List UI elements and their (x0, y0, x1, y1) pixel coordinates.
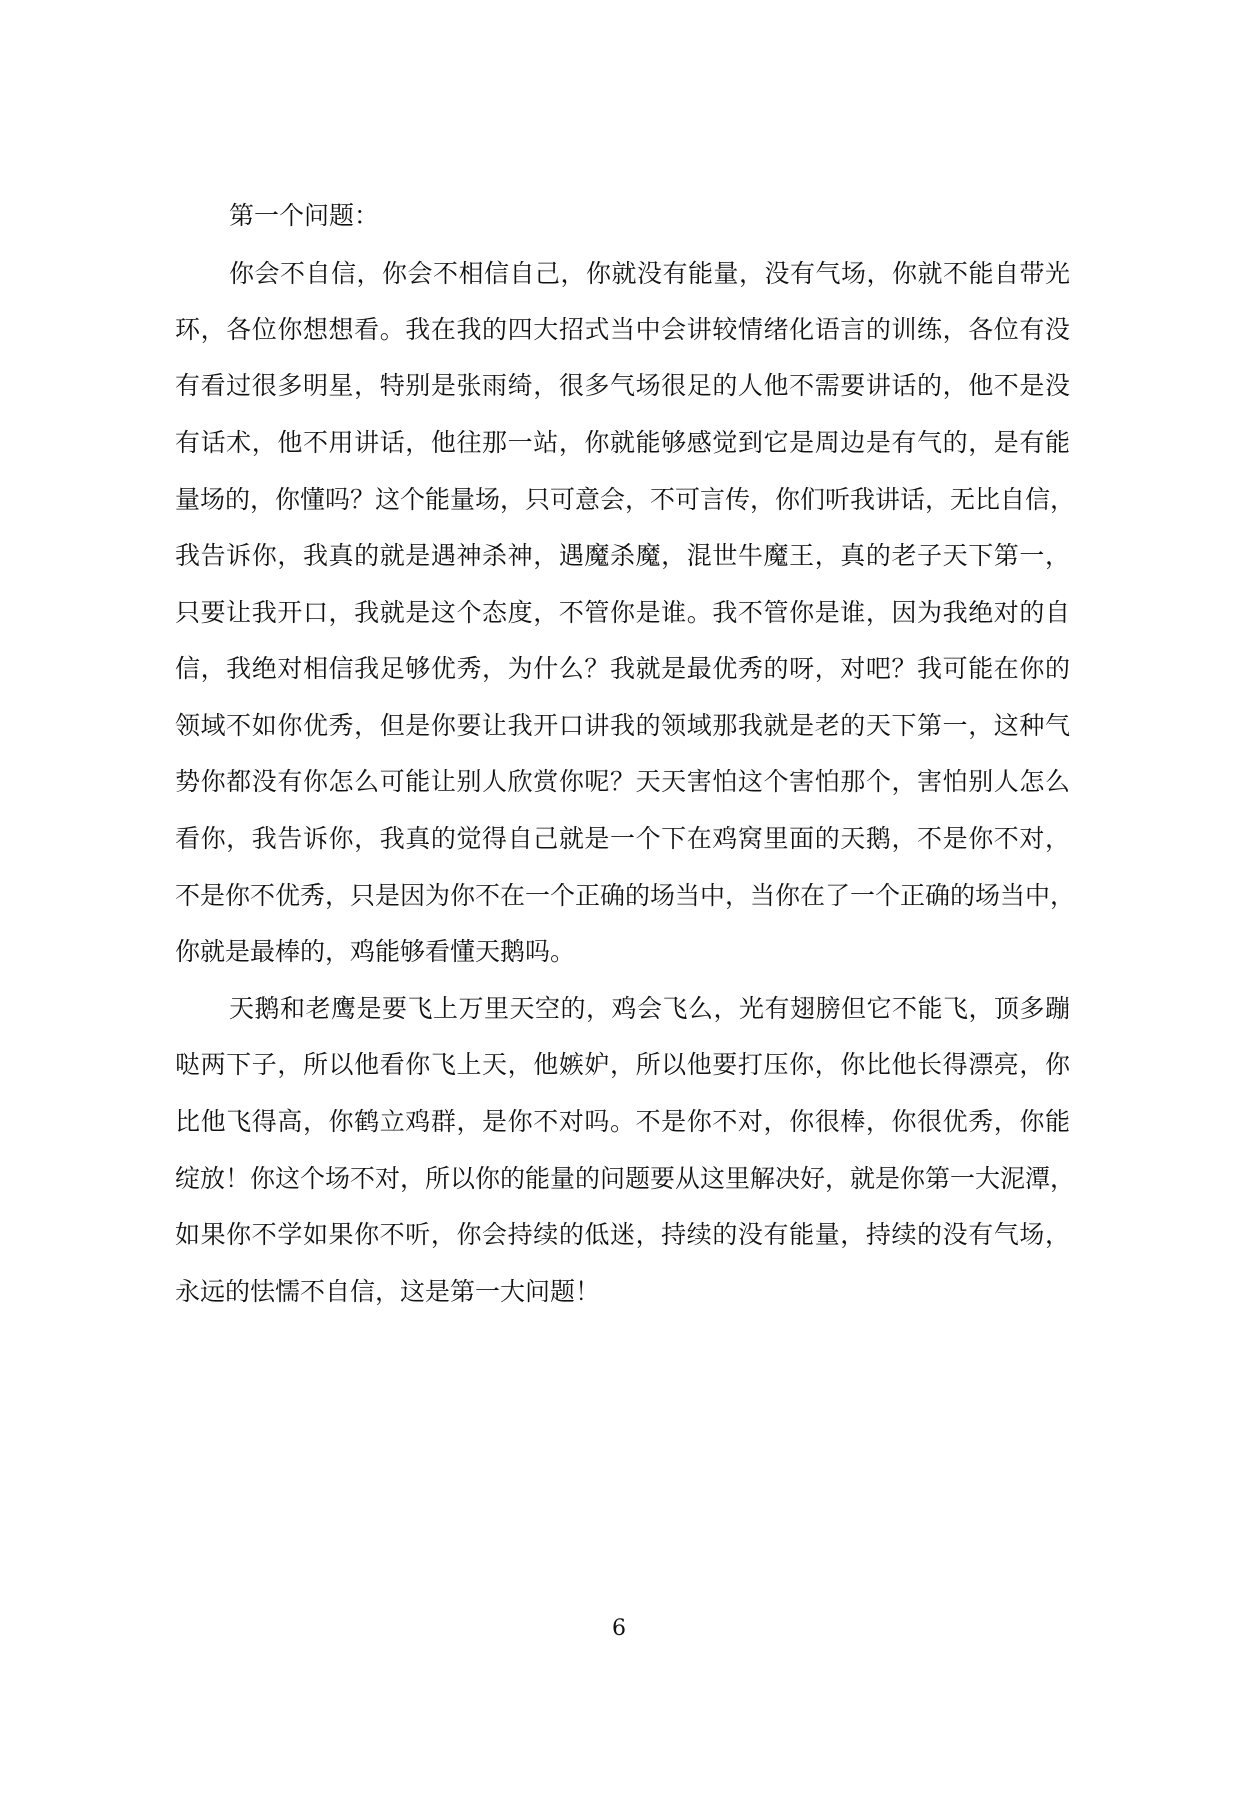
paragraph-line: 环，各位你想想看。我在我的四大招式当中会讲较情绪化语言的训练，各位有没 (175, 315, 1070, 344)
paragraph-line: 天鹅和老鹰是要飞上万里天空的，鸡会飞么，光有翅膀但它不能飞，顶多蹦 (229, 994, 1070, 1023)
paragraph-line: 看你，我告诉你，我真的觉得自己就是一个下在鸡窝里面的天鹅，不是你不对， (175, 824, 1070, 853)
paragraph-line: 绽放！你这个场不对，所以你的能量的问题要从这里解决好，就是你第一大泥潭， (175, 1164, 1076, 1193)
paragraph-line: 你会不自信，你会不相信自己，你就没有能量，没有气场，你就不能自带光 (229, 259, 1070, 288)
paragraph-line: 有话术，他不用讲话，他往那一站，你就能够感觉到它是周边是有气的，是有能 (175, 428, 1070, 457)
paragraph-line: 势你都没有你怎么可能让别人欣赏你呢？天天害怕这个害怕那个，害怕别人怎么 (175, 767, 1070, 796)
paragraph-line: 信，我绝对相信我足够优秀，为什么？我就是最优秀的呀，对吧？我可能在你的 (175, 654, 1070, 683)
paragraph-line: 只要让我开口，我就是这个态度，不管你是谁。我不管你是谁，因为我绝对的自 (175, 598, 1070, 627)
paragraph-line: 不是你不优秀，只是因为你不在一个正确的场当中，当你在了一个正确的场当中， (175, 881, 1076, 910)
paragraph-line: 你就是最棒的，鸡能够看懂天鹅吗。 (175, 937, 576, 966)
paragraph-line: 永远的怯懦不自信，这是第一大问题！ (175, 1277, 601, 1306)
paragraph-line: 哒两下子，所以他看你飞上天，他嫉妒，所以他要打压你，你比他长得漂亮，你 (175, 1050, 1070, 1079)
paragraph-line: 如果你不学如果你不听，你会持续的低迷，持续的没有能量，持续的没有气场， (175, 1220, 1070, 1249)
paragraph-line: 我告诉你，我真的就是遇神杀神，遇魔杀魔，混世牛魔王，真的老子天下第一， (175, 541, 1070, 570)
page-number: 6 (612, 1616, 626, 1641)
paragraph-line: 量场的，你懂吗？这个能量场，只可意会，不可言传，你们听我讲话，无比自信， (175, 485, 1076, 514)
paragraph-line: 有看过很多明星，特别是张雨绮，很多气场很足的人他不需要讲话的，他不是没 (175, 371, 1070, 400)
section-heading: 第一个问题： (229, 201, 380, 230)
paragraph-line: 比他飞得高，你鹤立鸡群，是你不对吗。不是你不对，你很棒，你很优秀，你能 (175, 1107, 1070, 1136)
paragraph-line: 领域不如你优秀，但是你要让我开口讲我的领域那我就是老的天下第一，这种气 (175, 711, 1070, 740)
